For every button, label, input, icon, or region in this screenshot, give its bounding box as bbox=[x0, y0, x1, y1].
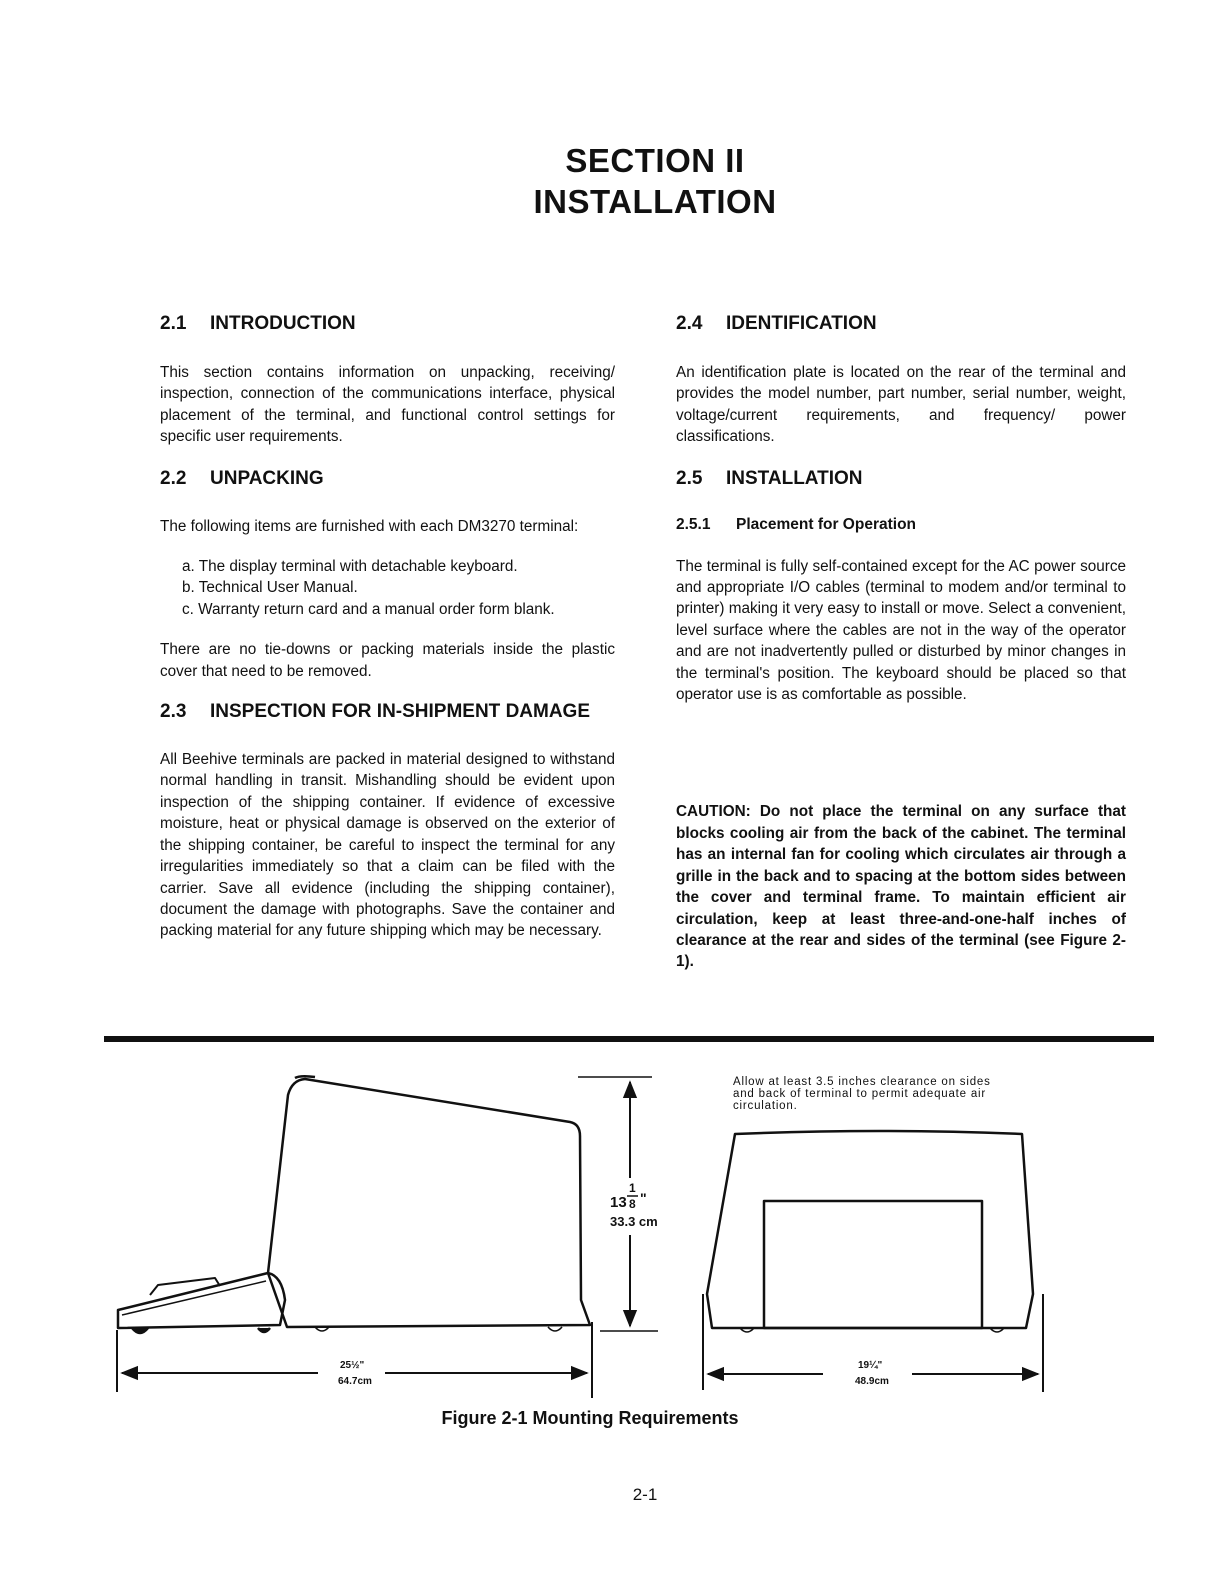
height-fraction-numerator: 1 bbox=[629, 1181, 636, 1195]
identification-text: An identification plate is located on the rear of the terminal and provides the model number, part number, serial number, weight, voltage/current requirements, and frequency/ power classifications. bbox=[676, 364, 1126, 446]
heading-text: IDENTIFICATION bbox=[726, 313, 877, 334]
list-item: a. The display terminal with detachable keyboard. bbox=[182, 558, 518, 576]
unpacking-note: There are no tie-downs or packing materials inside the plastic cover that need to be removed. bbox=[160, 641, 615, 680]
unpacking-text: The following items are furnished with each DM3270 terminal: bbox=[160, 517, 579, 535]
caution-text: CAUTION: Do not place the terminal on any surface that blocks cooling air from the back of the cabinet. The terminal has an internal fan for cooling which circulates air through a grille in the back and to spacing at the bottom sides between the cover and terminal frame. To maintain efficient air circulation, keep at least three-and-one-half inches of clearance at the rear and sides of the terminal (see Figure 2-1). bbox=[676, 803, 1126, 971]
section-number: SECTION II bbox=[565, 142, 745, 179]
depth-inches: 25½" bbox=[340, 1360, 365, 1371]
heading-text: INSTALLATION bbox=[726, 467, 863, 489]
list-item: b. Technical User Manual. bbox=[182, 579, 358, 597]
width-inches: 19¼" bbox=[858, 1360, 883, 1371]
figure-caption: Figure 2-1 Mounting Requirements bbox=[441, 1408, 739, 1428]
inspection-text: All Beehive terminals are packed in material designed to withstand normal handling in transit. Mishandling should be evident upon inspection of the shipping container. If evidence of excessive moisture, heat or physical damage is observed on the exterior of the shipping container, be careful to inspect the terminal for any irregularities immediately so that a claim can be filed with the carrier. Save all evidence (including the shipping container), document the damage with photographs. Save the container and packing material for any future shipping which may be necessary. bbox=[160, 751, 615, 940]
heading-number: 2.4 bbox=[676, 313, 703, 334]
note-line: circulation. bbox=[733, 1100, 798, 1112]
heading-text: INTRODUCTION bbox=[210, 313, 356, 334]
page-number: 2-1 bbox=[632, 1485, 658, 1504]
width-cm: 48.9cm bbox=[855, 1376, 889, 1387]
heading-number: 2.1 bbox=[160, 313, 187, 334]
terminal-rear-view bbox=[707, 1131, 1033, 1332]
heading-number: 2.3 bbox=[160, 701, 187, 723]
depth-cm: 64.7cm bbox=[338, 1376, 372, 1387]
list-item: c. Warranty return card and a manual order form blank. bbox=[182, 600, 555, 618]
placement-text: The terminal is fully self-contained except for the AC power source and appropriate I/O cables (terminal to modem and/or terminal to printer) making it very easy to install or move. Select a convenient, level surface where the cables are not in the way of the operator and are not inadvertently pulled or disturbed by minor changes in the terminal's position. The keyboard should be placed so that operator use is as comfortable as possible. bbox=[676, 557, 1126, 704]
heading-text: INSPECTION FOR IN-SHIPMENT DAMAGE bbox=[210, 701, 591, 723]
height-label bbox=[610, 1181, 658, 1229]
note-line: Allow at least 3.5 inches clearance on sides bbox=[733, 1076, 991, 1088]
height-fraction-denominator: 8 bbox=[629, 1197, 636, 1211]
clearance-note bbox=[733, 1076, 991, 1112]
note-line: and back of terminal to permit adequate air bbox=[733, 1088, 987, 1100]
heading-text: Placement for Operation bbox=[736, 515, 917, 533]
terminal-side-view bbox=[118, 1076, 590, 1333]
height-inches-whole: 13 bbox=[610, 1194, 627, 1211]
height-cm: 33.3 cm bbox=[610, 1214, 658, 1229]
heading-number: 2.5 bbox=[676, 467, 703, 489]
heading-text: UNPACKING bbox=[210, 467, 324, 489]
introduction-text: This section contains information on unpacking, receiving/ inspection, connection of the communications interface, physical placement of the terminal, and functional control settings for specific user requirements. bbox=[160, 364, 615, 446]
heading-number: 2.5.1 bbox=[676, 515, 711, 533]
height-inch-mark: " bbox=[640, 1190, 647, 1206]
heading-number: 2.2 bbox=[160, 467, 187, 489]
section-title: INSTALLATION bbox=[533, 183, 777, 220]
